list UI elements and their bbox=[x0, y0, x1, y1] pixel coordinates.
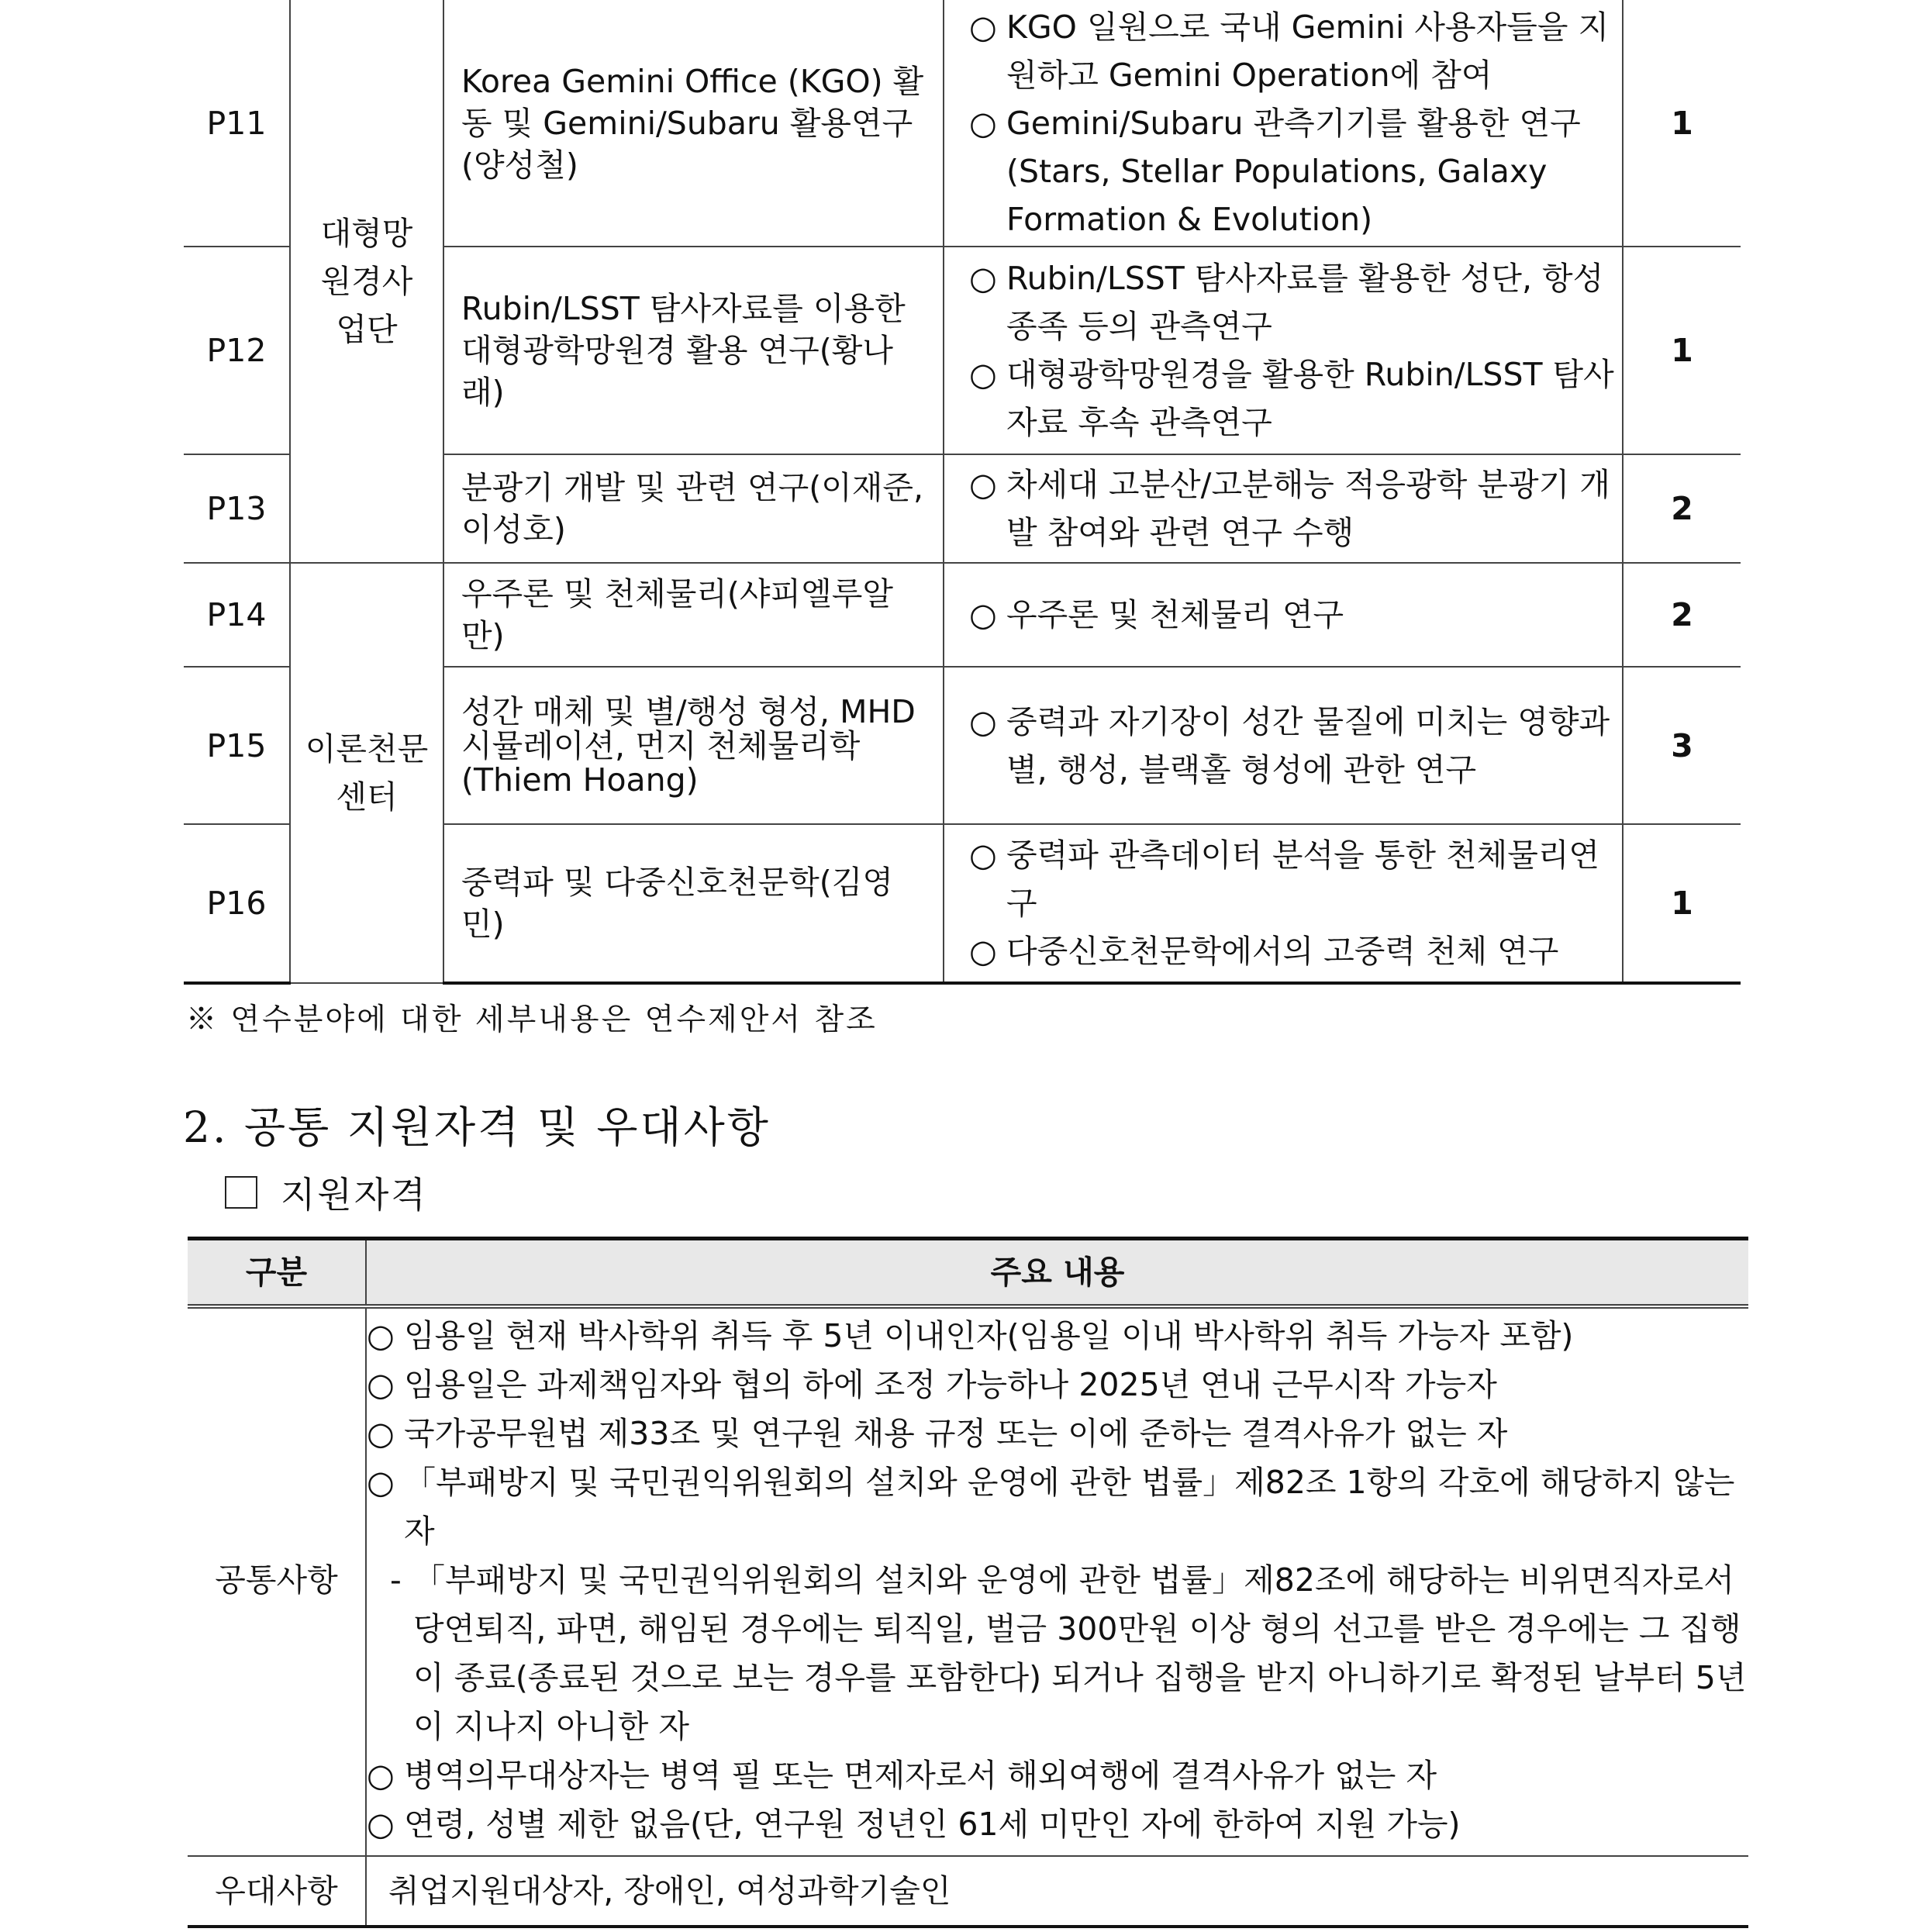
section-title: 2. 공통 지원자격 및 우대사항 bbox=[183, 1102, 771, 1152]
program-code: P12 bbox=[184, 247, 290, 454]
program-title: Rubin/LSST 탐사자료를 이용한 대형광학망원경 활용 연구(황나래) bbox=[443, 247, 944, 454]
program-code: P14 bbox=[184, 563, 290, 667]
department-name: 대형망원경사업단 bbox=[320, 214, 413, 348]
bullet-symbol: ○ bbox=[367, 1415, 395, 1452]
preference-value: 취업지원대상자, 장애인, 여성과학기술인 bbox=[366, 1856, 1748, 1927]
requirement-sub-item: - 「부패방지 및 국민권익위원회의 설치와 운영에 관한 법률」제82조에 해당하는 비위면직자로서 당연퇴직, 파면, 해임된 경우에는 퇴직일, 벌금 300만원 이상 형의 선고를 받은 경우에는 그 집행이 종료(종료된 것으로 보는 경우를 포함한다) 되거나 집행을 받지 아니하기로 확정된 날부터 5년이 지나지 아니한 자 bbox=[367, 1556, 1748, 1751]
bullet-symbol: ○ bbox=[969, 837, 997, 874]
bullet-symbol: ○ bbox=[969, 596, 997, 633]
bullet-symbol: ○ bbox=[969, 260, 997, 297]
preference-row bbox=[188, 1856, 1748, 1927]
department-name: 이론천문센터 bbox=[305, 730, 429, 816]
header-category: 구분 bbox=[188, 1239, 366, 1307]
program-table bbox=[184, 0, 1741, 985]
table-header-row bbox=[188, 1239, 1748, 1307]
program-count: 1 bbox=[1623, 0, 1741, 247]
program-count: 1 bbox=[1623, 247, 1741, 454]
subsection-title bbox=[225, 1167, 428, 1218]
program-details bbox=[944, 667, 1623, 824]
detail-item: ○ KGO 일원으로 국내 Gemini 사용자들을 지원하고 Gemini Operation에 참여 bbox=[969, 3, 1614, 99]
common-label: 공통사항 bbox=[188, 1306, 366, 1856]
qualification-table bbox=[188, 1237, 1748, 1928]
program-count: 2 bbox=[1623, 454, 1741, 563]
program-title: 우주론 및 천체물리(샤피엘루알만) bbox=[443, 563, 944, 667]
department-cell bbox=[290, 0, 443, 563]
requirement-item: ○ 임용일은 과제책임자와 협의 하에 조정 가능하나 2025년 연내 근무시작 가능자 bbox=[367, 1361, 1748, 1409]
bullet-symbol: ○ bbox=[969, 356, 997, 393]
department-cell bbox=[290, 563, 443, 983]
requirement-item: ○ 병역의무대상자는 병역 필 또는 면제자로서 해외여행에 결격사유가 없는 자 bbox=[367, 1751, 1748, 1800]
checkbox-square-icon bbox=[225, 1176, 257, 1209]
bullet-symbol: ○ bbox=[367, 1464, 395, 1501]
dash-symbol: - bbox=[390, 1561, 402, 1599]
table-note: ※ 연수분야에 대한 세부내용은 연수제안서 참조 bbox=[186, 1002, 878, 1037]
requirement-item: ○ 국가공무원법 제33조 및 연구원 채용 규정 또는 이에 준하는 결격사유가 없는 자 bbox=[367, 1409, 1748, 1458]
subsection-label: 지원자격 bbox=[281, 1174, 428, 1216]
bullet-symbol: ○ bbox=[969, 702, 997, 740]
program-details bbox=[944, 247, 1623, 454]
detail-item: ○ Rubin/LSST 탐사자료를 활용한 성단, 항성종족 등의 관측연구 bbox=[969, 254, 1614, 350]
detail-item: ○ 다중신호천문학에서의 고중력 천체 연구 bbox=[969, 927, 1614, 975]
bullet-symbol: ○ bbox=[969, 466, 997, 503]
bullet-symbol: ○ bbox=[367, 1366, 395, 1403]
header-content: 주요 내용 bbox=[366, 1239, 1748, 1307]
program-details bbox=[944, 563, 1623, 667]
bullet-symbol: ○ bbox=[367, 1757, 395, 1794]
preference-label: 우대사항 bbox=[188, 1856, 366, 1927]
program-row-p11 bbox=[184, 0, 1741, 247]
program-code: P13 bbox=[184, 454, 290, 563]
program-count: 2 bbox=[1623, 563, 1741, 667]
program-code: P11 bbox=[184, 0, 290, 247]
program-details bbox=[944, 824, 1623, 983]
detail-item: ○ 우주론 및 천체물리 연구 bbox=[969, 591, 1614, 639]
program-row-p14 bbox=[184, 563, 1741, 667]
program-title: 분광기 개발 및 관련 연구(이재준, 이성호) bbox=[443, 454, 944, 563]
detail-item: ○ 중력과 자기장이 성간 물질에 미치는 영향과 별, 행성, 블랙홀 형성에 관한 연구 bbox=[969, 698, 1614, 794]
detail-item: ○ Gemini/Subaru 관측기기를 활용한 연구 (Stars, Stellar Populations, Galaxy Formation & Evolution) bbox=[969, 99, 1614, 243]
program-title: Korea Gemini Office (KGO) 활동 및 Gemini/Subaru 활용연구(양성철) bbox=[443, 0, 944, 247]
detail-item: ○ 중력파 관측데이터 분석을 통한 천체물리연구 bbox=[969, 831, 1614, 927]
program-title: 중력파 및 다중신호천문학(김영민) bbox=[443, 824, 944, 983]
bullet-symbol: ○ bbox=[969, 104, 997, 142]
requirement-item: ○ 임용일 현재 박사학위 취득 후 5년 이내인자(임용일 이내 박사학위 취득 가능자 포함) bbox=[367, 1312, 1748, 1361]
requirement-item: ○ 연령, 성별 제한 없음(단, 연구원 정년인 61세 미만인 자에 한하여 지원 가능) bbox=[367, 1800, 1748, 1849]
detail-item: ○ 차세대 고분산/고분해능 적응광학 분광기 개발 참여와 관련 연구 수행 bbox=[969, 461, 1614, 557]
program-count: 3 bbox=[1623, 667, 1741, 824]
program-code: P15 bbox=[184, 667, 290, 824]
program-code: P16 bbox=[184, 824, 290, 983]
bullet-symbol: ○ bbox=[969, 933, 997, 970]
detail-item: ○ 대형광학망원경을 활용한 Rubin/LSST 탐사자료 후속 관측연구 bbox=[969, 350, 1614, 447]
requirement-item: ○ 「부패방지 및 국민권익위원회의 설치와 운영에 관한 법률」제82조 1항의 각호에 해당하지 않는 자 bbox=[367, 1458, 1748, 1556]
program-details bbox=[944, 0, 1623, 247]
program-details bbox=[944, 454, 1623, 563]
common-requirements-row bbox=[188, 1306, 1748, 1856]
bullet-symbol: ○ bbox=[969, 8, 997, 46]
bullet-symbol: ○ bbox=[367, 1317, 395, 1354]
bullet-symbol: ○ bbox=[367, 1806, 395, 1843]
common-requirements bbox=[366, 1306, 1748, 1856]
program-title: 성간 매체 및 별/행성 형성, MHD 시뮬레이션, 먼지 천체물리학(Thiem Hoang) bbox=[443, 667, 944, 824]
program-count: 1 bbox=[1623, 824, 1741, 983]
